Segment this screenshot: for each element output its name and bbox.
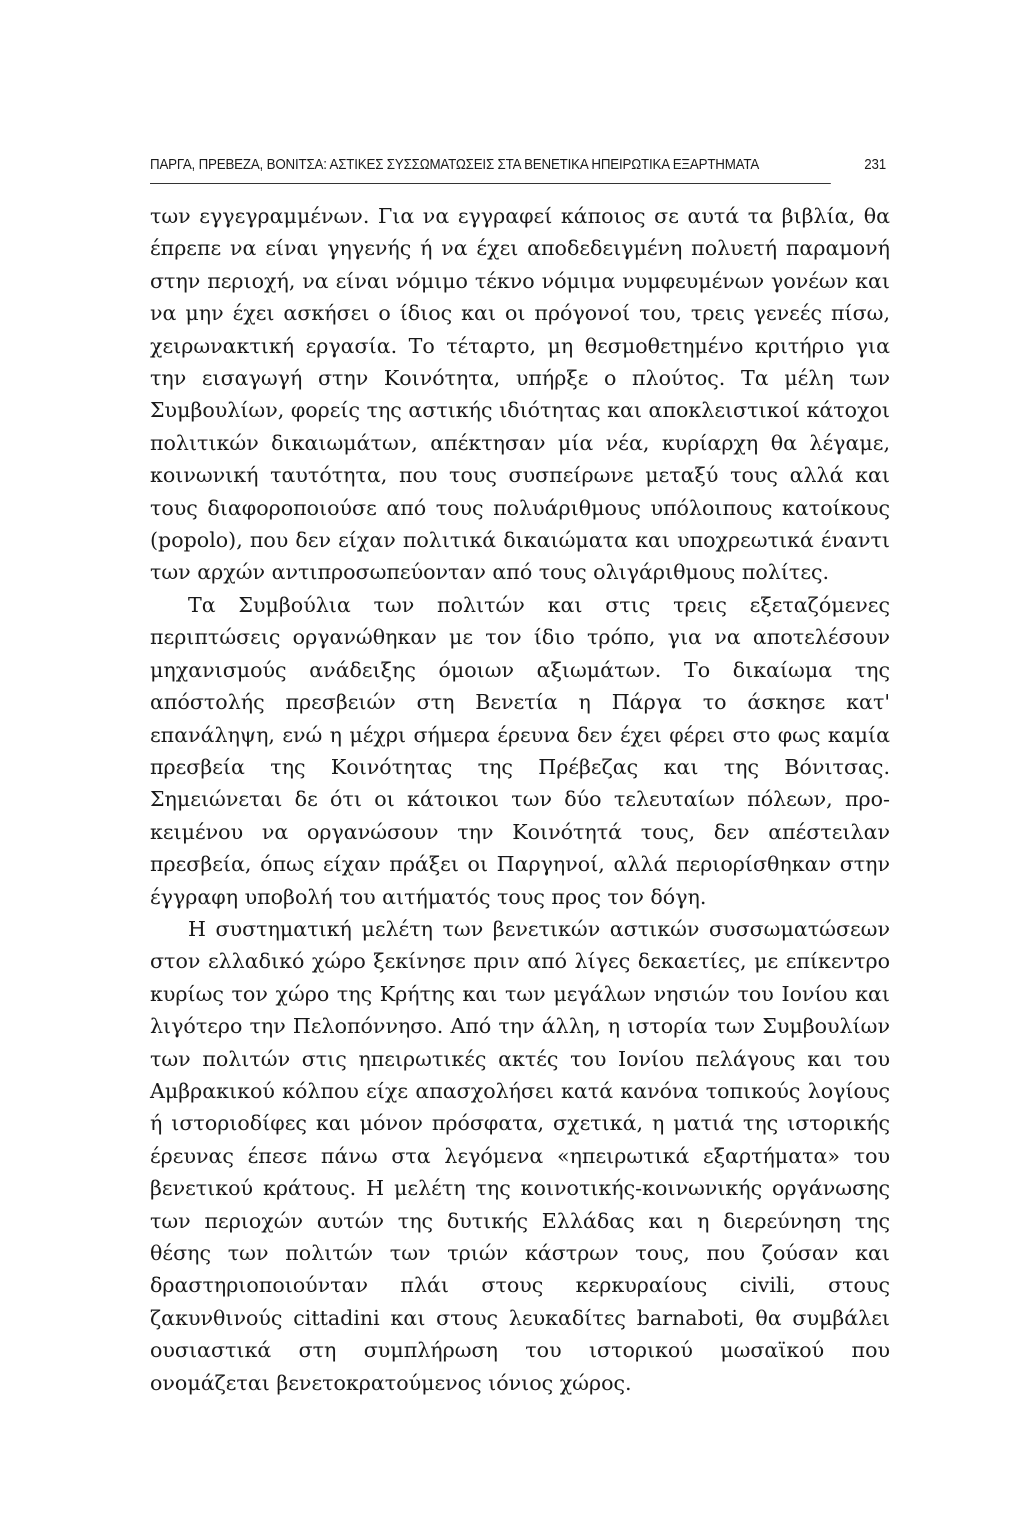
- paragraph-continuation: των εγγεγραμμένων. Για να εγγραφεί κάποιος σε αυτά τα βιβλία, θα έπρεπε να είναι γηγενής ή να έχει αποδεδειγμένη πολυετή παραμονή στην περιοχή, να είναι νόμιμο τέκνο νόμιμα νυμφευμένων γονέων και να μην έχει ασκήσει ο ίδιος και οι πρόγονοί του, τρεις γενεές πίσω, χειρωνακτική εργασία. Το τέταρτο, μη θεσμοθετημένο κριτήριο για την εισαγωγή στην Κοινότητα, υπήρξε ο πλούτος. Τα μέλη των Συμβουλίων, φορείς της αστικής ιδιότητας και αποκλειστικοί κάτοχοι πολιτικών δικαιωμάτων, απέκτησαν μία νέα, κυρίαρχη θα λέγαμε, κοινωνική ταυτότητα, που τους συσπείρωνε μεταξύ τους αλλά και τους διαφοροποιούσε από τους πολυάριθμους υπόλοιπους κατοίκους (popolo), που δεν είχαν πολιτικά δικαιώματα και υποχρεωτικά έναντι των αρχών αντιπροσωπεύονταν από τους ολιγάριθμους πολίτες.: [150, 204, 890, 585]
- paragraph-research: Η συστηματική μελέτη των βενετικών αστικών συσσωματώσεων στον ελλαδικό χώρο ξεκίνησε πριν από λίγες δεκαετίες, με επίκεντρο κυρίως τον χώρο της Κρήτης και των μεγάλων νησιών του Ιονίου και λιγότερο την Πελοπόννησο. Από την άλλη, η ιστορία των Συμβουλίων των πολιτών στις ηπειρωτικές ακτές του Ιονίου πελάγους και του Αμβρακικού κόλπου είχε απασχολήσει κατά κανόνα τοπικούς λογίους ή ιστοριοδίφες και μόνον πρόσφατα, σχετικά, η ματιά της ιστορικής έρευνας έπεσε πάνω στα λεγόμενα «ηπειρωτικά εξαρτήματα» του βενετικού κράτους. Η μελέτη της κοινοτικής-κοινωνικής οργάνωσης των περιοχών αυτών της δυτικής Ελλάδας και η διερεύνηση της θέσης των πολιτών των τριών κάστρων τους, που ζούσαν και δραστηριοποιούνταν πλάι στους κερκυραίους civili, στους ζακυνθινούς cittadini και στους λευκαδίτες barnaboti, θα συμβάλει ουσιαστικά στη συμπλήρωση του ιστορικού μωσαϊκού που ονομάζεται βενετοκρατούμενος ιόνιος χώρος.: [150, 916, 890, 1395]
- page-number: 231: [864, 157, 886, 173]
- body-text: [150, 200, 890, 1399]
- running-title: ΠΑΡΓΑ, ΠΡΕΒΕΖΑ, ΒΟΝΙΤΣΑ: ΑΣΤΙΚΕΣ ΣΥΣΣΩΜΑΤΩΣΕΙΣ ΣΤΑ ΒΕΝΕΤΙΚΑ ΗΠΕΙΡΩΤΙΚΑ ΕΞΑΡΤΗΜΑΤΑ: [150, 157, 760, 173]
- paragraph-councils: Τα Συμβούλια των πολιτών και στις τρεις εξεταζόμενες περιπτώσεις οργανώθηκαν με τον ίδιο τρόπο, για να αποτελέσουν μηχανισμούς ανάδειξης όμοιων αξιωμάτων. Το δικαίωμα της απόστολής πρεσβειών στη Βενετία η Πάργα το άσκησε κατ' επανάληψη, ενώ η μέχρι σήμερα έρευνα δεν έχει φέρει στο φως καμία πρεσβεία της Κοινότητας της Πρέβεζας και της Βόνιτσας. Σημειώνεται δε ότι οι κάτοικοι των δύο τελευταίων πόλεων, προκειμένου να οργανώσουν την Κοινότητά τους, δεν απέστειλαν πρεσβεία, όπως είχαν πράξει οι Παργηνοί, αλλά περιορίσθηκαν στην έγγραφη υποβολή του αιτήματός τους προς τον δόγη.: [150, 592, 890, 909]
- running-header: [150, 151, 886, 184]
